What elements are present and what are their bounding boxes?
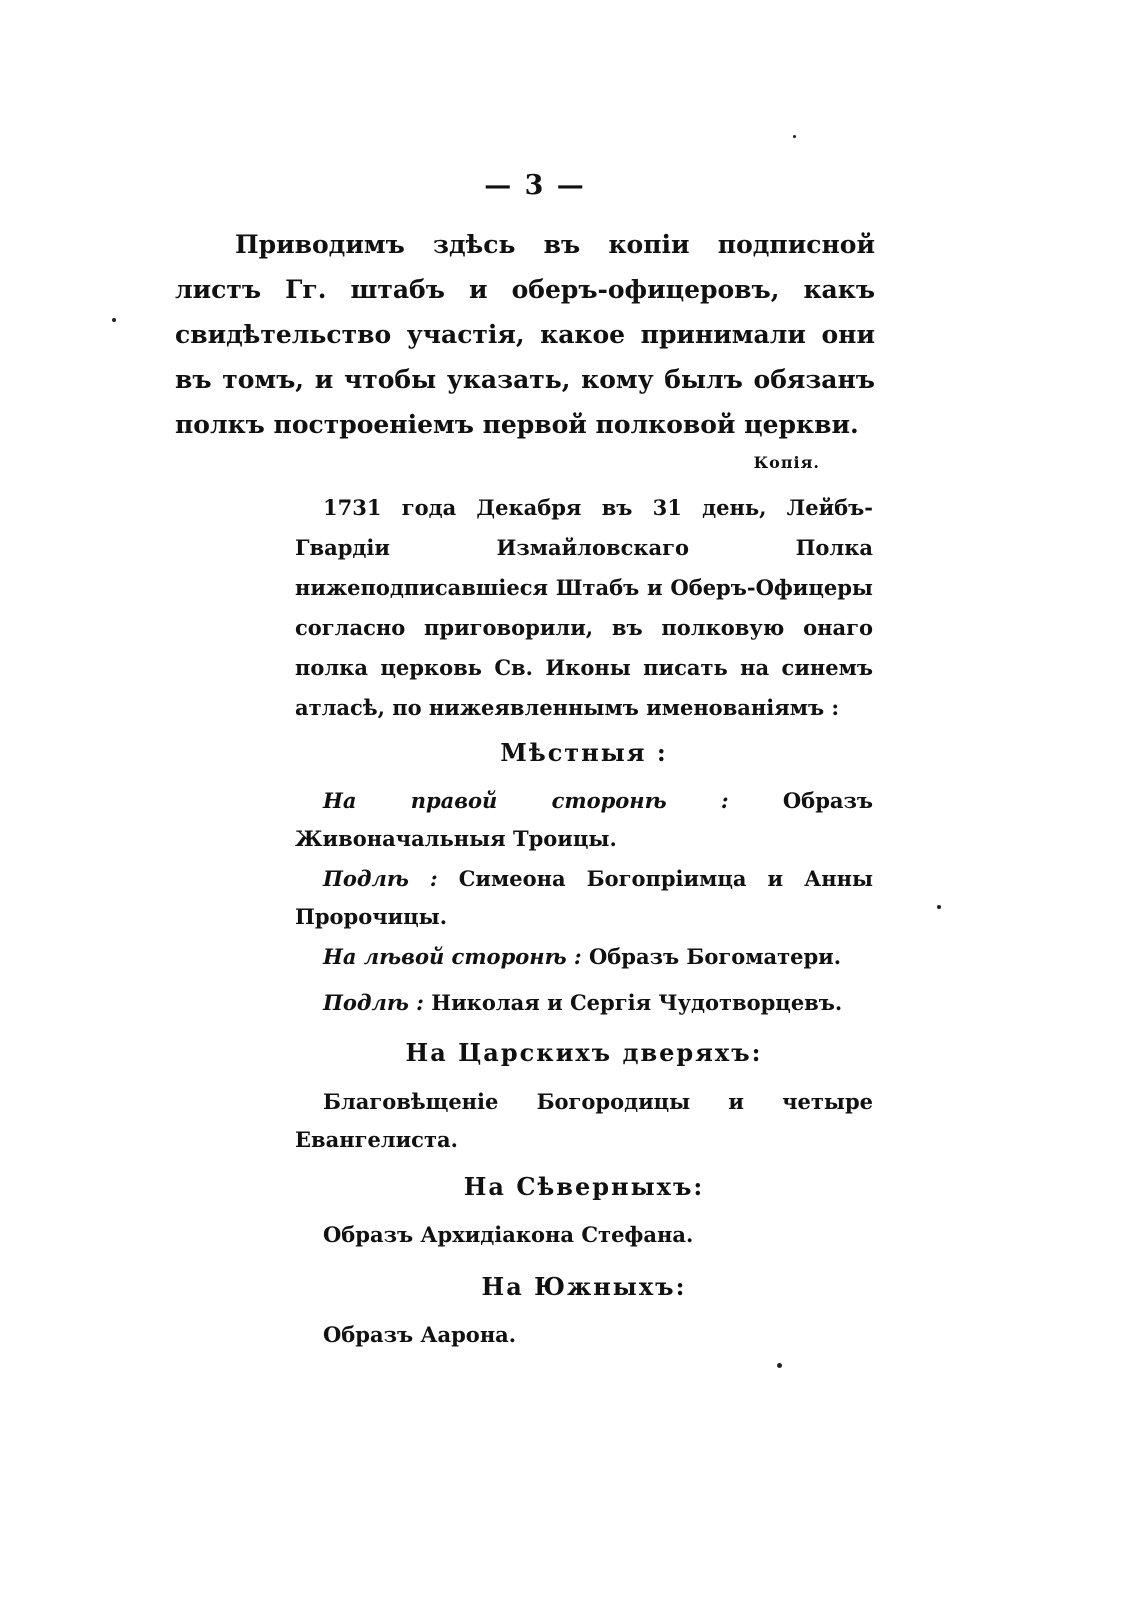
local-entry-right-beside bbox=[295, 860, 873, 936]
intro-paragraph: Приводимъ здѣсь въ копіи подписной листъ Гг. штабъ и оберъ-офицеровъ, какъ свидѣтельство участія, какое принимали они въ томъ, и чтобы указать, кому былъ обязанъ полкъ построеніемъ первой полковой церкви. bbox=[175, 230, 875, 439]
entry-place: На лѣвой сторонѣ : bbox=[323, 944, 582, 969]
entry-text: Образъ Живоначальныя Троицы. bbox=[295, 788, 873, 851]
entry-text: Образъ Богоматери. bbox=[589, 944, 842, 969]
scan-speck bbox=[777, 1363, 782, 1368]
north-doors-heading: На Сѣверныхъ: bbox=[463, 1172, 705, 1201]
south-doors-heading: На Южныхъ: bbox=[481, 1272, 687, 1301]
copy-label: Копія. bbox=[753, 453, 820, 472]
entry-text: Николая и Сергія Чудотворцевъ. bbox=[431, 990, 843, 1015]
local-icons-heading: Мѣстныя : bbox=[500, 738, 668, 767]
north-doors-text: Образъ Архидіакона Стефана. bbox=[323, 1222, 694, 1247]
entry-place: На правой сторонѣ : bbox=[323, 788, 729, 813]
entry-place: Подлѣ : bbox=[323, 866, 438, 891]
local-entry-right bbox=[295, 782, 873, 858]
south-doors-text: Образъ Аарона. bbox=[323, 1322, 517, 1347]
local-entry-left-beside bbox=[295, 984, 873, 1022]
royal-doors-heading: На Царскихъ дверяхъ: bbox=[405, 1038, 763, 1067]
scan-speck bbox=[112, 318, 116, 322]
entry-text: Симеона Богопріимца и Анны Пророчицы. bbox=[295, 866, 873, 929]
local-entry-left bbox=[295, 938, 873, 976]
scan-speck bbox=[793, 135, 796, 138]
entry-place: Подлѣ : bbox=[323, 990, 424, 1015]
royal-doors-text: Благовѣщеніе Богородицы и четыре Евангелиста. bbox=[295, 1089, 873, 1152]
scan-speck bbox=[937, 905, 941, 909]
page-number: — 3 — bbox=[484, 170, 586, 201]
decree-paragraph: 1731 года Декабря въ 31 день, Лейбъ-Гвардіи Измайловскаго Полка нижеподписавшіеся Штабъ и Оберъ-Офицеры согласно приговорили, въ полковую онаго полка церковь Св. Иконы писать на синемъ атласѣ, по нижеявленнымъ именованіямъ : bbox=[295, 495, 873, 720]
